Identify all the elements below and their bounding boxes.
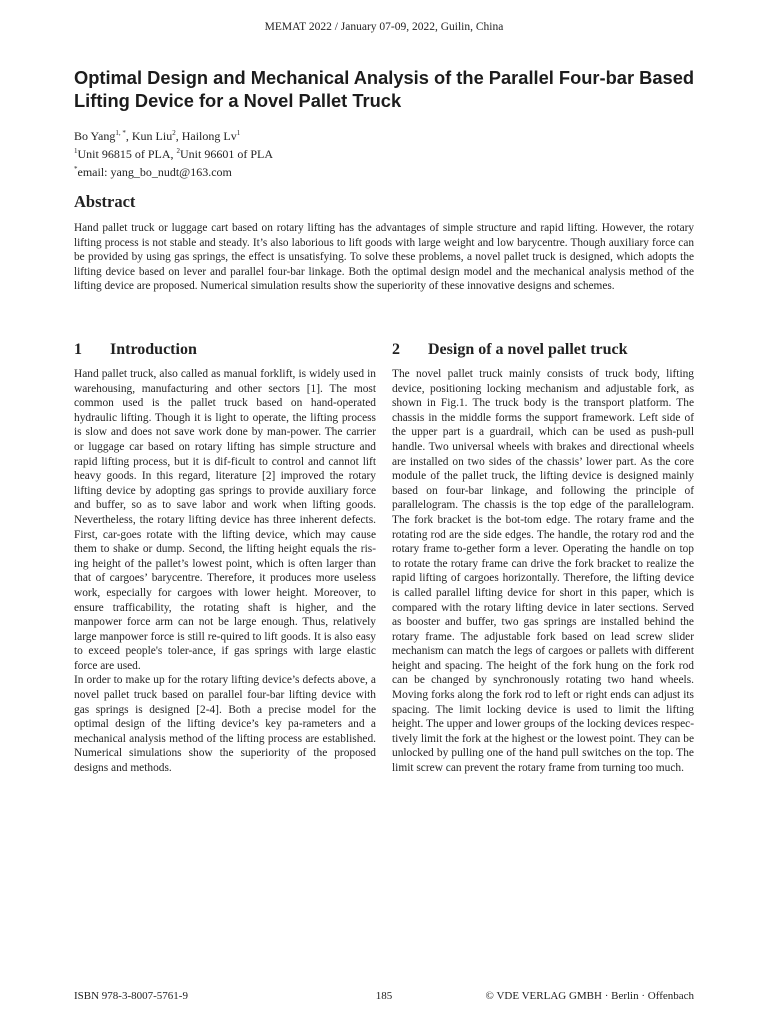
- abstract-heading: Abstract: [74, 192, 136, 211]
- section-number: 2: [392, 341, 400, 358]
- section-number: 1: [74, 341, 82, 358]
- email-mark: *: [74, 165, 78, 173]
- left-column: [74, 367, 376, 776]
- right-column: [392, 367, 694, 776]
- conference-header: MEMAT 2022 / January 07-09, 2022, Guilin, China: [264, 21, 504, 33]
- section-title: Design of a novel pallet truck: [428, 341, 628, 358]
- author-name: Hailong Lv: [181, 129, 237, 143]
- author-affiliation-mark: 2: [172, 129, 176, 137]
- affiliation: Unit 96601 of PLA: [180, 147, 273, 161]
- footer-page-number: 185: [375, 990, 393, 1002]
- contact-email: [74, 162, 273, 180]
- affiliation-list: [74, 144, 273, 162]
- abstract-text: Hand pallet truck or luggage cart based on rotary lifting has the advantages of simple structure and rapid lifting. However, the rotary lifting process is not stable and steady. It’s also laborious to lift goods with large weight and low barycentre. Though auxiliary force can be provided by using gas springs, the effect is unsatisfying. To solve these problems, a novel pallet truck is designed, which adopts the lifting device based on lever and parallel four-bar linkage. Both the optimal design model and the mechanical analysis method of the lifting device are proposed. Numerical simulation results show the superiority of these innovative designs and schemes.: [74, 222, 694, 293]
- paper-title: Optimal Design and Mechanical Analysis of the Parallel Four-bar Based Lifting Device for a Novel Pallet Truck: [74, 67, 695, 111]
- author-separator: ,: [125, 129, 132, 143]
- affiliation-mark: 2: [176, 147, 180, 155]
- body-paragraph: Hand pallet truck, also called as manual forklift, is widely used in warehousing, manufacturing and other sectors [1]. The most common used is the pallet truck based on hand-operated hydraulic lifting. Though it is light to operate, the lifting process is slow and does not save work done by man-power. The carrier or luggage car based on rotary lifting has simple structure and rapid lifting process, but it is dif-ficult to control and cannot lift heavy goods. In this regard, literature [2] improved the rotary lifting device by adopting gas springs to provide auxiliary force and buffer, so as to save labor and work when lifting goods. Nevertheless, the rotary lifting device has three inherent defects. First, car-goes rotate with the lifting device, which may cause them to shake or dump. Second, the lifting height equals the ris-ing height of the pallet’s lowest point, which is often larger than that of cargoes’ barycentre. Therefore, it produces more useless work, especially for cargoes with lower height. Moreover, to ensure trafficability, the rotating shaft is higher, and the manpower force arm can not be large enough. Thus, relatively large manpower force is still re-quired to lift goods. It is also easy to exceed people's toler-ance, if gas springs with large elastic force are used.: [74, 368, 376, 672]
- body-paragraph: The novel pallet truck mainly consists of truck body, lifting device, positioning locking mechanism and adjustable fork, as shown in Fig.1. The truck body is the transport platform. The chassis in the middle forms the support framework. Left side of the upper part is a guardrail, which can be used as push-pull handle. Two universal wheels with brakes and directional wheels are installed on two sides of the chassis’ lower part. As the core module of the pallet truck, the lifting device is designed mainly based on four-bar linkage, and following the principle of parallelogram. The chassis is the top edge of the parallelogram. The fork bracket is the bot-tom edge. The rotary frame and the rotating rod are the side edges. The handle, the rotary rod and the rotary frame to-gether form a lever. Operating the handle on top to rotate the rotary frame can drive the fork bracket to realize the rapid lifting of cargoes horizontally. Therefore, the lifting device is called parallel lifting device for short in this paper, which is compared with the rotary lifting device in later sections. Served as booster and buffer, two gas springs are installed behind the rotary frame. The adjustable fork based on lead screw slider mechanism can match the legs of cargoes or pallets with different height and spacing. The height of the fork hung on the fork rod can be changed by synchronously rotating two hand wheels. Moving forks along the fork rod to left or right ends can adjust its spacing. The limit locking device is used to limit the lifting height. The upper and lower groups of the locking devices respec-tively limit the fork at the highest or the lowest point. They can be unlocked by pulling one of the hand pull switches on the top. The limit screw can prevent the rotary frame from turning too much.: [392, 368, 694, 775]
- section-heading-introduction: [74, 341, 197, 359]
- author-separator: ,: [175, 129, 182, 143]
- section-heading-design: [392, 341, 628, 359]
- author-name: Bo Yang: [74, 129, 116, 143]
- author-affiliation-mark: 1, *: [115, 129, 126, 137]
- email-text: email: yang_bo_nudt@163.com: [77, 165, 232, 179]
- footer-isbn: ISBN 978-3-8007-5761-9: [74, 990, 188, 1002]
- affiliation: Unit 96815 of PLA,: [77, 147, 177, 161]
- affiliation-mark: 1: [74, 147, 78, 155]
- body-paragraph: In order to make up for the rotary lifting device’s defects above, a novel pallet truck based on parallel four-bar lifting device with gas springs is designed [2-4]. Both a precise model for the optimal design of the lifting device’s key pa-rameters and a mechanical analysis method of the lifting process are established. Numerical simulations show the superiority of the proposed designs and methods.: [74, 674, 376, 775]
- author-name: Kun Liu: [131, 129, 173, 143]
- footer-publisher: © VDE VERLAG GMBH · Berlin · Offenbach: [485, 990, 694, 1002]
- author-block: [74, 126, 273, 180]
- author-affiliation-mark: 1: [236, 129, 241, 137]
- author-list: [74, 126, 273, 144]
- section-title: Introduction: [110, 341, 197, 358]
